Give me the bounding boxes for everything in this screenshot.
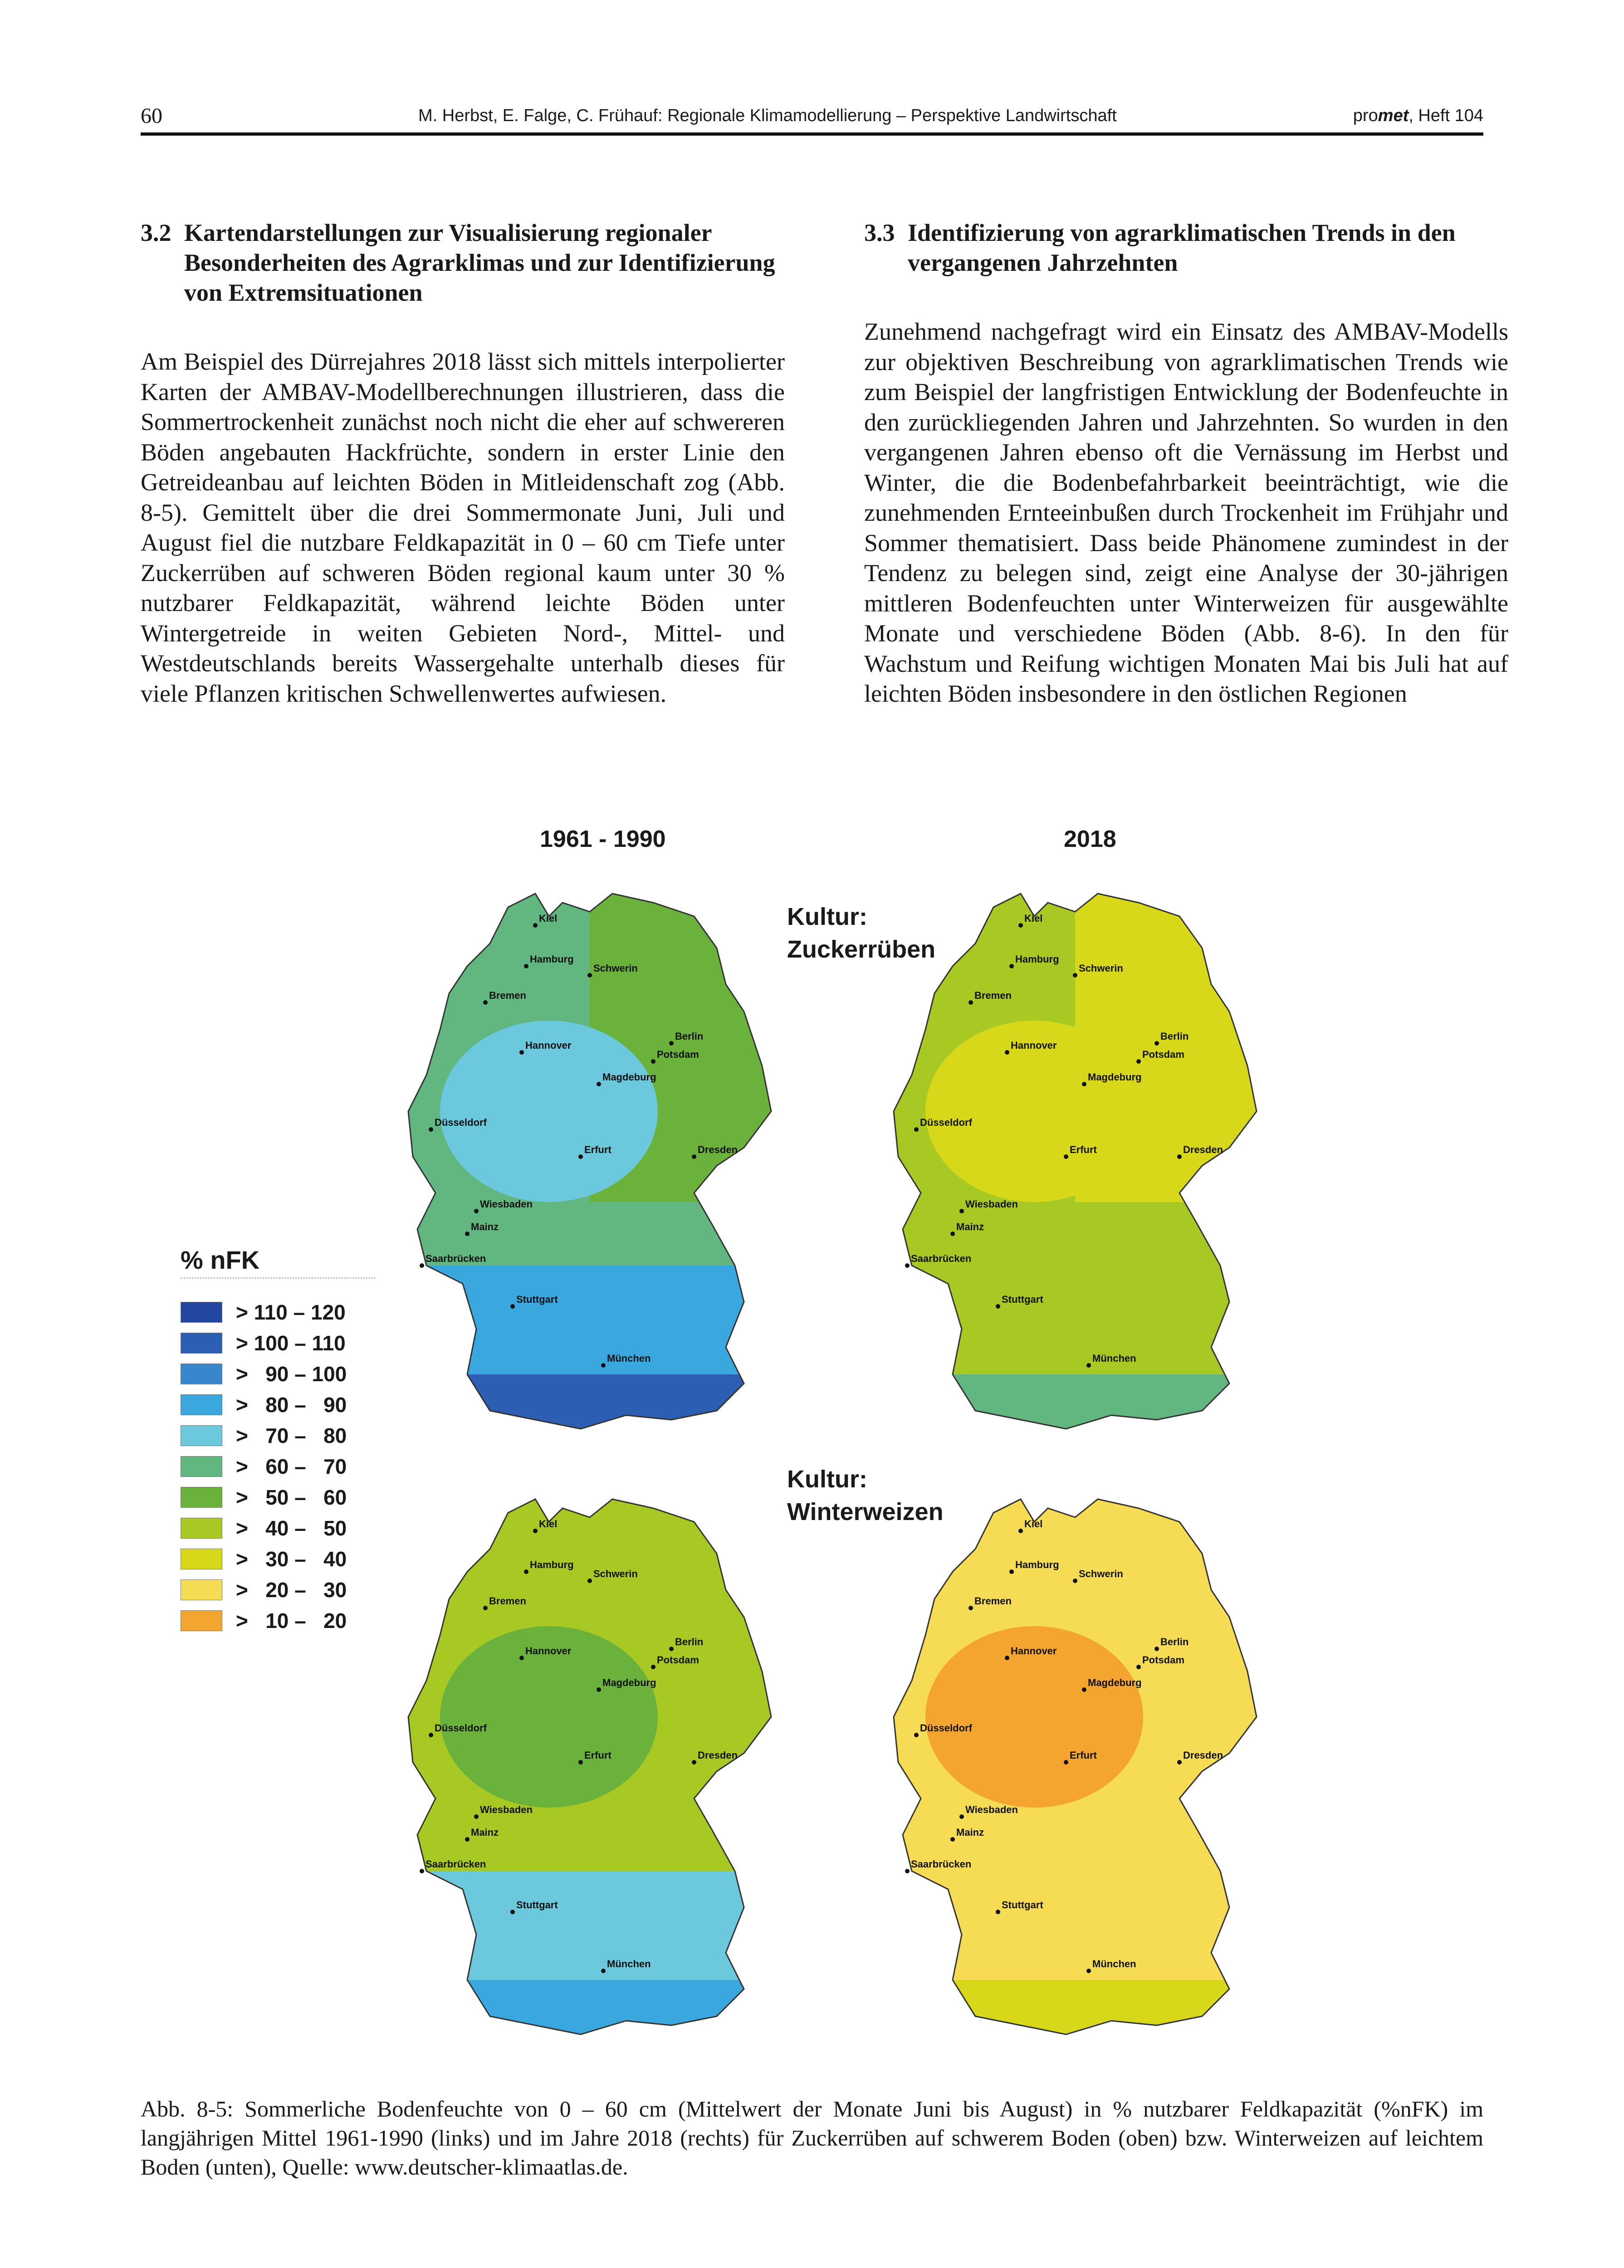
city-marker — [483, 1606, 488, 1610]
city-label: Kiel — [539, 1518, 558, 1530]
city-marker — [1073, 1579, 1077, 1583]
city-label: Schwerin — [1079, 1568, 1123, 1579]
city-marker — [996, 1304, 1000, 1309]
city-label: Hannover — [1011, 1645, 1057, 1657]
city-label: Wiesbaden — [480, 1198, 533, 1210]
city-label: München — [607, 1958, 651, 1970]
legend-item — [181, 1359, 376, 1389]
legend-item — [181, 1297, 376, 1328]
legend-swatch — [181, 1487, 222, 1508]
legend-item — [181, 1513, 376, 1544]
city-marker — [483, 1000, 488, 1005]
section-heading — [141, 218, 785, 308]
city-marker — [533, 1529, 538, 1533]
city-marker — [669, 1041, 674, 1046]
city-marker — [1082, 1082, 1086, 1086]
city-label: Berlin — [1160, 1031, 1189, 1042]
period-label-1961-1990: 1961 - 1990 — [540, 826, 666, 852]
legend-label: > 90 – 100 — [236, 1362, 347, 1386]
city-marker — [1086, 1363, 1091, 1368]
legend-label: > 20 – 30 — [236, 1578, 347, 1602]
map-legend — [181, 1245, 376, 1636]
city-marker — [1086, 1969, 1091, 1973]
journal-issue — [1353, 106, 1483, 126]
city-marker — [1005, 1050, 1009, 1055]
city-label: Bremen — [489, 1595, 526, 1607]
section-body: Am Beispiel des Dürrejahres 2018 lässt sich mittels interpolierter Karten der AMBAV-Modellberechnungen illustrieren, dass die Sommertrockenheit zunächst noch nicht die eher auf schwereren Böden angebauten Hackfrüchte, sondern in erster Linie den Getreideanbau auf leichten Böden in Mitleidenschaft zog (Abb. 8-5). Gemittelt über die drei Sommermonate Juni, Juli und August fiel die nutzbare Feldkapazität in 0 – 60 cm Tiefe unter Zuckerrüben auf schweren Böden regional kaum unter 30 % nutzbarer Feldkapazität, während leichte Böden unter Wintergetreide in weiten Gebieten Nord-, Mittel- und Westdeutschlands bereits Wassergehalte unterhalb dieses für viele Pflanzen kritischen Schwellenwertes aufwiesen. — [141, 348, 785, 707]
city-marker — [1154, 1647, 1159, 1651]
culture-label-line2: Zuckerrüben — [787, 936, 936, 963]
city-label: Düsseldorf — [435, 1117, 487, 1128]
culture-label-line1: Kultur: — [787, 1466, 867, 1493]
legend-title: % nFK — [181, 1245, 376, 1279]
city-marker — [959, 1814, 964, 1819]
city-label: Wiesbaden — [965, 1804, 1018, 1815]
city-marker — [669, 1647, 674, 1651]
city-label: Hannover — [1011, 1040, 1057, 1051]
city-label: Bremen — [974, 1595, 1012, 1607]
city-label: Kiel — [539, 913, 558, 924]
period-label-2018: 2018 — [1064, 826, 1116, 852]
city-label: Bremen — [489, 990, 526, 1001]
city-marker — [1177, 1760, 1182, 1765]
journal-brand-em: met — [1378, 106, 1409, 125]
city-marker — [601, 1363, 606, 1368]
city-label: Mainz — [956, 1827, 984, 1838]
legend-label: > 110 – 120 — [236, 1300, 346, 1324]
running-title: M. Herbst, E. Falge, C. Frühauf: Regionale Klimamodellierung – Perspektive Landwirtschaft — [418, 106, 1117, 125]
zone-south — [885, 1871, 1293, 2057]
city-marker — [1177, 1154, 1182, 1159]
city-label: München — [607, 1353, 651, 1364]
map-winter-wheat-1961-1990 — [399, 1481, 807, 2057]
city-marker — [950, 1232, 955, 1236]
city-marker — [510, 1304, 515, 1309]
city-marker — [1009, 1569, 1014, 1574]
city-label: Magdeburg — [602, 1677, 656, 1688]
city-marker — [587, 1579, 592, 1583]
city-marker — [996, 1910, 1000, 1914]
city-marker — [969, 1606, 973, 1610]
city-label: Schwerin — [593, 1568, 638, 1579]
city-label: Düsseldorf — [920, 1117, 972, 1128]
zone-alps — [885, 1374, 1293, 1452]
city-label: Potsdam — [1142, 1654, 1184, 1666]
city-label: Bremen — [974, 990, 1012, 1001]
page-number: 60 — [141, 104, 162, 128]
legend-swatch — [181, 1456, 222, 1477]
city-label: Düsseldorf — [435, 1722, 487, 1734]
city-label: Magdeburg — [1088, 1071, 1142, 1083]
culture-label-line2: Winterweizen — [787, 1498, 944, 1525]
map-sugar-beet-2018 — [885, 875, 1293, 1452]
city-label: Dresden — [1183, 1144, 1223, 1155]
zone-south — [399, 1266, 807, 1452]
city-marker — [597, 1687, 601, 1692]
city-marker — [510, 1910, 515, 1914]
city-label: Stuttgart — [516, 1899, 558, 1911]
city-label: Saarbrücken — [911, 1858, 972, 1870]
section-body: Zunehmend nachgefragt wird ein Einsatz des AMBAV-Modells zur objektiven Beschreibung von agrarklimatischen Trends wie zum Beispiel der langfristigen Entwicklung der Bodenfeuchte in den zurückliegenden Jahren und Jahrzehnten. So wurden in den vergangenen Jahren ebenso oft die Vernässung im Herbst und Winter, die die Bodenbefahrbarkeit beeinträchtigt, wie die zunehmenden Ernteeinbußen durch Trockenheit im Frühjahr und Sommer thematisiert. Dass beide Phänomene zumindest in der Tendenz zu belegen sind, zeigt eine Analyse der 30-jährigen mittleren Bodenfeuchten unter Winterweizen für ausgewählte Monate und verschiedene Böden (Abb. 8-6). In den für Wachstum und Reifung wichtigen Monaten Mai bis Juli hat auf leichten Böden insbesondere in den östlichen Regionen — [864, 318, 1508, 707]
city-marker — [1136, 1059, 1141, 1064]
city-label: Düsseldorf — [920, 1722, 972, 1734]
legend-swatch — [181, 1302, 222, 1323]
map-sugar-beet-1961-1990 — [399, 875, 807, 1452]
city-label: Potsdam — [657, 1654, 699, 1666]
city-marker — [969, 1000, 973, 1005]
city-label: Berlin — [675, 1636, 704, 1647]
legend-item — [181, 1574, 376, 1605]
legend-item — [181, 1420, 376, 1451]
section-3-3 — [864, 218, 1508, 709]
city-label: Stuttgart — [1002, 1294, 1043, 1305]
zone-alps — [885, 1980, 1293, 2057]
city-label: Schwerin — [593, 963, 638, 974]
city-label: Magdeburg — [1088, 1677, 1142, 1688]
legend-swatch — [181, 1518, 222, 1539]
city-label: München — [1092, 1958, 1136, 1970]
city-marker — [465, 1232, 470, 1236]
city-label: Magdeburg — [602, 1071, 656, 1083]
city-marker — [578, 1154, 583, 1159]
legend-swatch — [181, 1394, 222, 1415]
city-marker — [524, 1569, 528, 1574]
legend-item — [181, 1328, 376, 1359]
city-label: Mainz — [471, 1221, 499, 1232]
city-label: Berlin — [675, 1031, 704, 1042]
city-marker — [474, 1814, 479, 1819]
legend-item — [181, 1482, 376, 1513]
city-marker — [959, 1209, 964, 1213]
city-label: Erfurt — [584, 1144, 611, 1155]
city-marker — [474, 1209, 479, 1213]
city-marker — [905, 1263, 910, 1268]
legend-label: > 10 – 20 — [236, 1609, 347, 1633]
section-number: 3.3 — [864, 219, 895, 246]
section-number: 3.2 — [141, 219, 171, 246]
legend-label: > 80 – 90 — [236, 1393, 347, 1417]
zone-alps — [399, 1980, 807, 2057]
city-marker — [1064, 1760, 1068, 1765]
city-label: Dresden — [698, 1750, 738, 1761]
city-label: München — [1092, 1353, 1136, 1364]
city-marker — [429, 1733, 433, 1737]
legend-item — [181, 1451, 376, 1482]
city-label: Mainz — [471, 1827, 499, 1838]
city-marker — [1005, 1656, 1009, 1660]
city-marker — [578, 1760, 583, 1765]
city-marker — [587, 973, 592, 978]
legend-label: > 40 – 50 — [236, 1516, 347, 1540]
legend-item — [181, 1544, 376, 1574]
city-label: Hamburg — [1015, 953, 1059, 965]
city-marker — [692, 1154, 696, 1159]
section-heading — [864, 218, 1508, 278]
legend-item — [181, 1389, 376, 1420]
city-marker — [524, 964, 528, 968]
city-label: Wiesbaden — [965, 1198, 1018, 1210]
journal-brand-pre: pro — [1353, 106, 1378, 125]
city-marker — [519, 1050, 524, 1055]
legend-label: > 50 – 60 — [236, 1486, 347, 1509]
city-label: Berlin — [1160, 1636, 1189, 1647]
zone-alps — [399, 1374, 807, 1452]
city-label: Kiel — [1024, 1518, 1043, 1530]
city-label: Mainz — [956, 1221, 984, 1232]
city-label: Kiel — [1024, 913, 1043, 924]
city-label: Potsdam — [657, 1049, 699, 1060]
journal-issue-label: , Heft 104 — [1409, 106, 1483, 125]
figure-caption: Abb. 8-5: Sommerliche Bodenfeuchte von 0 – 60 cm (Mittelwert der Monate Juni bis August) in % nutzbarer Feldkapazität (%nFK) im langjährigen Mittel 1961-1990 (links) und im Jahre 2018 (rechts) für Zuckerrüben auf schwerem Boden (oben) bzw. Winterweizen auf leichtem Boden (unten), Quelle: www.deutscher-klimaatlas.de. — [141, 2096, 1483, 2180]
city-marker — [601, 1969, 606, 1973]
city-marker — [1154, 1041, 1159, 1046]
zone-south — [885, 1266, 1293, 1452]
city-marker — [950, 1837, 955, 1842]
city-marker — [533, 923, 538, 928]
city-marker — [651, 1665, 655, 1669]
section-3-2 — [141, 218, 785, 709]
city-label: Hannover — [525, 1040, 572, 1051]
city-label: Saarbrücken — [426, 1253, 486, 1264]
legend-label: > 60 – 70 — [236, 1455, 347, 1478]
city-label: Potsdam — [1142, 1049, 1184, 1060]
legend-swatch — [181, 1425, 222, 1446]
city-marker — [651, 1059, 655, 1064]
city-marker — [420, 1869, 424, 1873]
city-marker — [429, 1127, 433, 1132]
city-label: Dresden — [698, 1144, 738, 1155]
city-marker — [597, 1082, 601, 1086]
city-marker — [905, 1869, 910, 1873]
section-title: Kartendarstellungen zur Visualisierung regionaler Besonderheiten des Agrarklimas und zur Identifizierung von Extremsituationen — [184, 219, 775, 306]
legend-label: > 70 – 80 — [236, 1424, 347, 1447]
city-label: Schwerin — [1079, 963, 1123, 974]
city-label: Stuttgart — [1002, 1899, 1043, 1911]
city-marker — [519, 1656, 524, 1660]
city-marker — [420, 1263, 424, 1268]
city-label: Hamburg — [1015, 1559, 1059, 1570]
city-marker — [465, 1837, 470, 1842]
legend-swatch — [181, 1333, 222, 1354]
legend-rows — [181, 1297, 376, 1636]
city-marker — [692, 1760, 696, 1765]
legend-item — [181, 1605, 376, 1636]
culture-label-line1: Kultur: — [787, 903, 867, 930]
section-title: Identifizierung von agrarklimatischen Trends in den vergangenen Jahrzehnten — [908, 219, 1456, 276]
city-label: Hannover — [525, 1645, 572, 1657]
city-label: Stuttgart — [516, 1294, 558, 1305]
city-label: Saarbrücken — [426, 1858, 486, 1870]
map-winter-wheat-2018 — [885, 1481, 1293, 2057]
legend-swatch — [181, 1610, 222, 1631]
city-label: Saarbrücken — [911, 1253, 972, 1264]
city-label: Hamburg — [530, 953, 574, 965]
city-marker — [1073, 973, 1077, 978]
legend-label: > 30 – 40 — [236, 1547, 347, 1571]
legend-swatch — [181, 1579, 222, 1600]
city-marker — [1009, 964, 1014, 968]
city-marker — [914, 1733, 919, 1737]
city-marker — [1018, 923, 1023, 928]
city-label: Erfurt — [584, 1750, 611, 1761]
city-marker — [1018, 1529, 1023, 1533]
zone-south — [399, 1871, 807, 2057]
city-marker — [914, 1127, 919, 1132]
legend-swatch — [181, 1364, 222, 1384]
city-label: Hamburg — [530, 1559, 574, 1570]
city-label: Erfurt — [1070, 1144, 1097, 1155]
legend-label: > 100 – 110 — [236, 1331, 346, 1355]
page-header — [141, 101, 1483, 136]
city-marker — [1136, 1665, 1141, 1669]
city-label: Dresden — [1183, 1750, 1223, 1761]
city-label: Wiesbaden — [480, 1804, 533, 1815]
city-marker — [1082, 1687, 1086, 1692]
city-marker — [1064, 1154, 1068, 1159]
city-label: Erfurt — [1070, 1750, 1097, 1761]
legend-swatch — [181, 1549, 222, 1569]
